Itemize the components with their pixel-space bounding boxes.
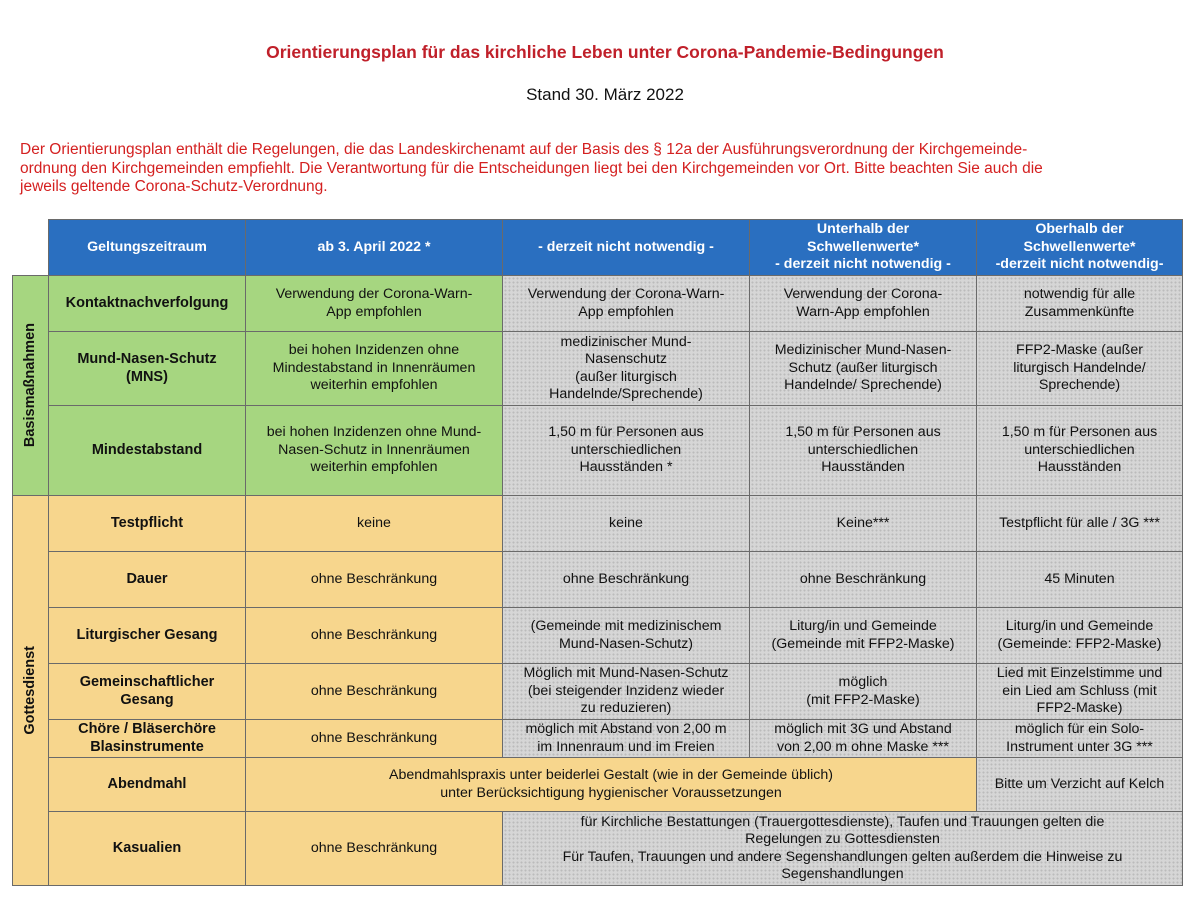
cell-line: Instrument unter 3G ***: [1006, 738, 1153, 755]
cell: [977, 276, 1183, 332]
cell: [977, 332, 1183, 406]
cell: [503, 276, 750, 332]
category-basismassnahmen: [13, 276, 49, 496]
cell: Keine***: [750, 496, 977, 552]
cell-line: Lied mit Einzelstimme und: [996, 665, 1163, 682]
cell-line: Nasen-Schutz in Innenräumen: [278, 441, 470, 458]
cell-line: bei hohen Inzidenzen ohne Mund-: [266, 424, 482, 441]
header-line: Schwellenwerte*: [807, 238, 919, 255]
cell: [750, 720, 977, 758]
cell-line: Regelungen zu Gottesdiensten: [745, 831, 940, 847]
row-label-gemein: [49, 664, 246, 720]
cell: [750, 276, 977, 332]
cell: [503, 664, 750, 720]
cell: ohne Beschränkung: [246, 552, 503, 608]
row-label-choere: [49, 720, 246, 758]
cell: [246, 276, 503, 332]
intro-paragraph: [20, 141, 1190, 197]
cell: [503, 812, 1183, 886]
category-label: Gottesdienst: [21, 646, 38, 735]
row-label-kontakt: Kontaktnachverfolgung: [49, 276, 246, 332]
header-line: - derzeit nicht notwendig -: [775, 256, 951, 273]
cell-line: möglich mit Abstand von 2,00 m: [525, 721, 727, 737]
cell-line: weiterhin empfohlen: [310, 459, 438, 476]
cell-line: (Gemeinde mit medizinischem: [530, 618, 722, 634]
cell-line: unterschiedlichen: [570, 441, 682, 458]
cell-line: weiterhin empfohlen: [310, 377, 438, 394]
cell: [977, 608, 1183, 664]
orientation-table: [12, 219, 1183, 886]
table-row: [13, 664, 1183, 720]
label-line: Mund-Nasen-Schutz: [77, 351, 217, 367]
cell: [977, 720, 1183, 758]
label-line: Gesang: [120, 691, 174, 708]
cell-line: zu reduzieren): [580, 700, 672, 717]
cell-line: Zusammenkünfte: [1024, 303, 1135, 320]
cell-line: 1,50 m für Personen aus: [548, 424, 704, 441]
cell: [246, 406, 503, 496]
table-row: [13, 406, 1183, 496]
cell-line: 1,50 m für Personen aus: [785, 424, 941, 441]
row-label-dauer: Dauer: [49, 552, 246, 608]
cell: ohne Beschränkung: [503, 552, 750, 608]
cell-line: Verwendung der Corona-Warn-: [275, 286, 473, 302]
cell-line: (Gemeinde: FFP2-Maske): [997, 635, 1162, 652]
label-line: Gemeinschaftlicher: [79, 674, 215, 690]
cell-line: notwendig für alle: [1023, 286, 1136, 302]
cell: [246, 758, 977, 812]
cell: [750, 608, 977, 664]
cell-line: unter Berücksichtigung hygienischer Voraussetzungen: [440, 784, 782, 801]
table-row: [13, 552, 1183, 608]
label-line: Chöre / Bläserchöre: [78, 721, 216, 737]
cell: [503, 406, 750, 496]
row-label-abendmahl: Abendmahl: [49, 758, 246, 812]
cell: [750, 406, 977, 496]
row-label-abstand: Mindestabstand: [49, 406, 246, 496]
header-from-april: ab 3. April 2022 *: [246, 220, 503, 276]
category-label: Basismaßnahmen: [21, 323, 38, 448]
cell-line: medizinischer Mund-: [560, 333, 692, 350]
table-row: [13, 332, 1183, 406]
cell-line: Handelnde/Sprechende): [549, 386, 703, 402]
cell: [750, 664, 977, 720]
page-title: Orientierungsplan für das kirchliche Leben unter Corona-Pandemie-Bedingungen: [266, 42, 944, 62]
header-line: -derzeit nicht notwendig-: [995, 256, 1164, 273]
cell-line: Verwendung der Corona-: [783, 286, 943, 302]
cell-line: Abendmahlspraxis unter beiderlei Gestalt (wie in der Gemeinde üblich): [389, 767, 833, 783]
header-above-threshold: [977, 220, 1183, 276]
cell-line: (bei steigender Inzidenz wieder: [527, 682, 725, 699]
cell: keine: [246, 496, 503, 552]
header-spacer: [13, 220, 49, 276]
cell: Testpflicht für alle / 3G ***: [977, 496, 1183, 552]
cell: [977, 406, 1183, 496]
cell-line: Mindestabstand in Innenräumen: [272, 359, 476, 376]
row-label-liturg: Liturgischer Gesang: [49, 608, 246, 664]
cell-line: Für Taufen, Trauungen und andere Segenshandlungen gelten außerdem die Hinweise zu: [562, 848, 1123, 865]
cell: [503, 332, 750, 406]
table-row: [13, 276, 1183, 332]
cell-line: Liturg/in und Gemeinde: [789, 618, 937, 634]
cell: 45 Minuten: [977, 552, 1183, 608]
cell-line: Verwendung der Corona-Warn-: [527, 286, 725, 302]
intro-line: ordnung den Kirchgemeinden empfiehlt. Die Verantwortung für die Entscheidungen liegt bei den Kirchgemeinden vor Ort. Bitte beachten Sie auch die: [20, 159, 1043, 177]
status-date: Stand 30. März 2022: [526, 85, 684, 104]
cell: [750, 332, 977, 406]
row-label-kasualien: Kasualien: [49, 812, 246, 886]
cell-line: 1,50 m für Personen aus: [1001, 424, 1158, 441]
header-line: Oberhalb der: [1035, 221, 1124, 238]
table-row: [13, 812, 1183, 886]
header-line: Unterhalb der: [816, 221, 910, 238]
cell-line: (Gemeinde mit FFP2-Maske): [771, 635, 955, 652]
cell-line: Liturg/in und Gemeinde: [1005, 618, 1154, 634]
table-row: [13, 608, 1183, 664]
cell-line: Warn-App empfohlen: [796, 303, 930, 320]
intro-line: Der Orientierungsplan enthält die Regelungen, die das Landeskirchenamt auf der Basis des § 12a der Ausführungsverordnung der Kirchgemeinde-: [20, 141, 1028, 158]
table-row: [13, 758, 1183, 812]
row-label-mns: [49, 332, 246, 406]
row-label-test: Testpflicht: [49, 496, 246, 552]
header-validity-period: Geltungszeitraum: [49, 220, 246, 276]
cell-line: Medizinischer Mund-Nasen-: [774, 342, 952, 359]
cell-line: FFP2-Maske): [1036, 700, 1123, 717]
cell-line: möglich: [838, 674, 888, 690]
cell-line: FFP2-Maske (außer: [1016, 342, 1143, 359]
cell-line: App empfohlen: [326, 303, 422, 320]
cell-line: Möglich mit Mund-Nasen-Schutz: [523, 665, 729, 682]
cell: keine: [503, 496, 750, 552]
table-row: [13, 496, 1183, 552]
cell-line: unterschiedlichen: [1024, 441, 1135, 458]
cell-line: unterschiedlichen: [807, 441, 919, 458]
intro-line: jeweils geltende Corona-Schutz-Verordnung.: [20, 178, 328, 195]
cell-line: Segenshandlungen: [781, 866, 904, 882]
cell: ohne Beschränkung: [246, 720, 503, 758]
cell-line: möglich für ein Solo-: [1014, 721, 1145, 737]
cell: [246, 332, 503, 406]
cell-line: Schutz (außer liturgisch: [788, 359, 938, 376]
table-row: [13, 720, 1183, 758]
cell: [503, 720, 750, 758]
header-below-threshold: [750, 220, 977, 276]
cell-line: Hausständen *: [579, 459, 673, 476]
header-line: Schwellenwerte*: [1023, 238, 1136, 255]
cell-line: Sprechende): [1038, 377, 1121, 394]
table-header-row: [13, 220, 1183, 276]
cell: ohne Beschränkung: [246, 608, 503, 664]
cell-line: von 2,00 m ohne Maske ***: [777, 738, 949, 755]
cell-line: (außer liturgisch: [575, 368, 677, 385]
cell: [977, 664, 1183, 720]
cell: ohne Beschränkung: [246, 812, 503, 886]
label-line: Blasinstrumente: [90, 738, 204, 755]
cell-line: für Kirchliche Bestattungen (Trauergottesdienste), Taufen und Trauungen gelten die: [580, 813, 1105, 830]
cell: Bitte um Verzicht auf Kelch: [977, 758, 1183, 812]
cell-line: ein Lied am Schluss (mit: [1002, 682, 1157, 699]
cell-line: im Innenraum und im Freien: [537, 738, 715, 755]
cell-line: Hausständen: [821, 459, 905, 476]
cell-line: (mit FFP2-Maske): [806, 691, 920, 708]
cell-line: Hausständen: [1037, 459, 1122, 476]
cell: ohne Beschränkung: [246, 664, 503, 720]
cell-line: Nasenschutz: [584, 351, 667, 367]
cell: [503, 608, 750, 664]
header-not-necessary: - derzeit nicht notwendig -: [503, 220, 750, 276]
category-gottesdienst: [13, 496, 49, 886]
cell-line: bei hohen Inzidenzen ohne: [288, 342, 460, 359]
cell-line: Mund-Nasen-Schutz): [558, 635, 694, 652]
cell-line: liturgisch Handelnde/: [1013, 359, 1146, 376]
cell: ohne Beschränkung: [750, 552, 977, 608]
label-line: (MNS): [126, 368, 168, 385]
cell-line: Handelnde/ Sprechende): [784, 377, 942, 394]
cell-line: App empfohlen: [578, 303, 674, 320]
cell-line: möglich mit 3G und Abstand: [774, 721, 952, 737]
